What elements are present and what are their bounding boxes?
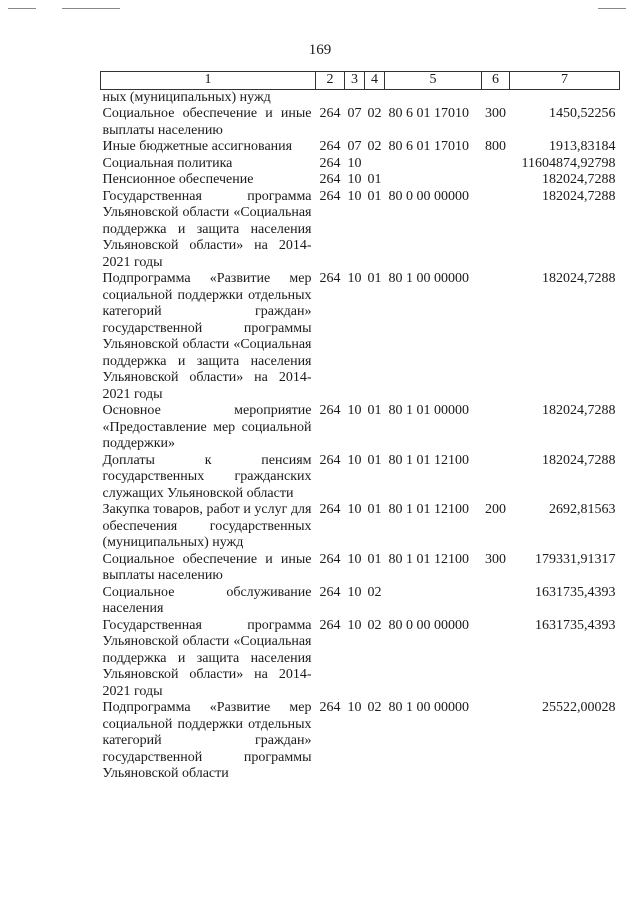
row-code: 264 bbox=[319, 106, 341, 121]
row-code: 264 bbox=[319, 139, 341, 154]
row-code bbox=[316, 89, 345, 106]
row-target-code: 80 1 01 12100 bbox=[388, 502, 469, 517]
table-row bbox=[101, 189, 620, 272]
scan-mark-top-left-2 bbox=[62, 8, 120, 9]
table-row bbox=[101, 700, 620, 783]
row-name: Основное мероприятие «Предоставление мер социальной поддержки» bbox=[102, 403, 312, 451]
row-subsection: 01 bbox=[367, 403, 382, 418]
row-subsection: 01 bbox=[367, 452, 382, 468]
table-row bbox=[101, 552, 620, 585]
row-code: 264 bbox=[319, 584, 341, 600]
row-amount: 2692,81563 bbox=[549, 502, 616, 517]
column-header: 6 bbox=[482, 72, 510, 90]
row-expense-type: 200 bbox=[485, 502, 506, 517]
row-target-code: 80 1 00 00000 bbox=[388, 700, 469, 715]
row-name: ных (муниципальных) нужд bbox=[102, 89, 271, 105]
table-row bbox=[101, 271, 620, 403]
row-expense-type: 300 bbox=[485, 551, 506, 567]
row-section: 10 bbox=[347, 584, 362, 600]
scan-mark-top-right bbox=[598, 8, 626, 9]
table-header-row bbox=[101, 72, 620, 90]
row-name: Пенсионное обеспечение bbox=[102, 172, 254, 187]
row-expense-type bbox=[482, 189, 510, 272]
row-amount: 11604874,92798 bbox=[521, 155, 616, 171]
row-code: 264 bbox=[319, 172, 341, 187]
row-expense-type: 800 bbox=[485, 139, 506, 154]
table-row bbox=[101, 156, 620, 173]
row-amount: 1450,52256 bbox=[549, 106, 616, 121]
row-amount: 1631735,4393 bbox=[535, 617, 616, 633]
row-section: 10 bbox=[347, 700, 362, 715]
row-name: Иные бюджетные ассигнования bbox=[102, 139, 293, 154]
row-code: 264 bbox=[319, 551, 341, 567]
scan-mark-top-left bbox=[8, 8, 36, 9]
row-name: Социальное обеспечение и иные выплаты населению bbox=[102, 106, 312, 138]
row-subsection: 01 bbox=[367, 172, 382, 187]
row-amount: 182024,7288 bbox=[542, 452, 616, 468]
column-header: 4 bbox=[365, 72, 385, 90]
row-expense-type bbox=[482, 403, 510, 453]
row-subsection bbox=[365, 89, 385, 106]
row-expense-type: 300 bbox=[485, 106, 506, 121]
row-target-code bbox=[385, 89, 482, 106]
row-expense-type bbox=[482, 172, 510, 189]
row-subsection: 02 bbox=[367, 139, 382, 154]
row-section: 10 bbox=[347, 551, 362, 567]
row-subsection: 02 bbox=[367, 106, 382, 121]
row-amount: 182024,7288 bbox=[542, 403, 616, 418]
row-code: 264 bbox=[319, 403, 341, 418]
column-header: 1 bbox=[101, 72, 316, 90]
row-section: 10 bbox=[347, 271, 362, 286]
row-section: 10 bbox=[347, 403, 362, 418]
table-row bbox=[101, 502, 620, 552]
row-section: 10 bbox=[347, 172, 362, 187]
table-row bbox=[101, 618, 620, 701]
row-subsection: 01 bbox=[367, 271, 382, 286]
row-expense-type bbox=[482, 700, 510, 783]
row-expense-type bbox=[482, 271, 510, 403]
row-subsection: 01 bbox=[367, 502, 382, 517]
table-row bbox=[101, 585, 620, 618]
row-target-code bbox=[385, 585, 482, 618]
row-target-code: 80 0 00 00000 bbox=[388, 188, 469, 204]
row-section: 10 bbox=[347, 617, 362, 633]
row-target-code: 80 0 00 00000 bbox=[388, 617, 469, 633]
table-row bbox=[101, 139, 620, 156]
table-row bbox=[101, 106, 620, 139]
row-code: 264 bbox=[319, 700, 341, 715]
row-section: 10 bbox=[347, 502, 362, 517]
row-amount: 1913,83184 bbox=[549, 139, 616, 154]
row-name: Подпрограмма «Развитие мер социальной поддержки отдельных категорий граждан» государственной программы Ульяновской области bbox=[102, 700, 312, 781]
row-name: Доплаты к пенсиям государственных гражданских служащих Ульяновской области bbox=[102, 452, 312, 501]
budget-table bbox=[100, 71, 620, 783]
row-name: Государственная программа Ульяновской области «Социальная поддержка и защита населения Ульяновской области» на 2014-2021 годы bbox=[102, 188, 312, 270]
column-header: 7 bbox=[510, 72, 620, 90]
row-section: 10 bbox=[347, 452, 362, 468]
row-subsection: 02 bbox=[367, 584, 382, 600]
row-section: 10 bbox=[347, 188, 362, 204]
row-expense-type bbox=[482, 618, 510, 701]
row-amount bbox=[510, 89, 620, 106]
row-target-code: 80 1 00 00000 bbox=[388, 271, 469, 286]
row-code: 264 bbox=[319, 155, 341, 171]
row-target-code: 80 6 01 17010 bbox=[388, 139, 469, 154]
row-code: 264 bbox=[319, 502, 341, 517]
column-header: 2 bbox=[316, 72, 345, 90]
column-header: 5 bbox=[385, 72, 482, 90]
column-header: 3 bbox=[345, 72, 365, 90]
row-target-code: 80 1 01 12100 bbox=[388, 452, 469, 468]
row-subsection: 02 bbox=[367, 700, 382, 715]
row-subsection: 01 bbox=[367, 551, 382, 567]
row-subsection: 02 bbox=[367, 617, 382, 633]
row-name: Подпрограмма «Развитие мер социальной поддержки отдельных категорий граждан» государственной программы Ульяновской области «Социальная поддержка и защита населения Ульяновской области» на 2014-2021 годы bbox=[102, 271, 312, 402]
table-row bbox=[101, 453, 620, 503]
row-section: 07 bbox=[347, 139, 362, 154]
page-number: 169 bbox=[308, 42, 332, 58]
row-amount: 182024,7288 bbox=[542, 172, 616, 187]
row-target-code bbox=[385, 172, 482, 189]
row-code: 264 bbox=[319, 271, 341, 286]
table-row bbox=[101, 89, 620, 106]
row-amount: 25522,00028 bbox=[542, 700, 616, 715]
row-expense-type bbox=[482, 453, 510, 503]
row-name: Социальное обеспечение и иные выплаты населению bbox=[102, 551, 312, 583]
row-code: 264 bbox=[319, 617, 341, 633]
table-row bbox=[101, 403, 620, 453]
row-expense-type bbox=[482, 156, 510, 173]
row-target-code bbox=[385, 156, 482, 173]
row-amount: 182024,7288 bbox=[542, 271, 616, 286]
row-code: 264 bbox=[319, 452, 341, 468]
row-target-code: 80 1 01 00000 bbox=[388, 403, 469, 418]
row-section: 07 bbox=[347, 106, 362, 121]
row-name: Социальная политика bbox=[102, 155, 233, 171]
row-subsection: 01 bbox=[367, 188, 382, 204]
row-code: 264 bbox=[319, 188, 341, 204]
row-name: Государственная программа Ульяновской области «Социальная поддержка и защита населения Ульяновской области» на 2014-2021 годы bbox=[102, 617, 312, 699]
row-target-code: 80 1 01 12100 bbox=[388, 551, 469, 567]
table-body bbox=[101, 89, 620, 783]
row-expense-type bbox=[482, 89, 510, 106]
row-amount: 179331,91317 bbox=[535, 551, 616, 567]
row-section: 10 bbox=[347, 155, 362, 171]
row-name: Закупка товаров, работ и услуг для обеспечения государственных (муниципальных) нужд bbox=[102, 502, 312, 550]
row-amount: 182024,7288 bbox=[542, 188, 616, 204]
table-row bbox=[101, 172, 620, 189]
row-section bbox=[345, 89, 365, 106]
row-amount: 1631735,4393 bbox=[535, 584, 616, 600]
row-expense-type bbox=[482, 585, 510, 618]
row-name: Социальное обслуживание населения bbox=[102, 584, 312, 616]
row-subsection bbox=[365, 156, 385, 173]
row-target-code: 80 6 01 17010 bbox=[388, 106, 469, 121]
